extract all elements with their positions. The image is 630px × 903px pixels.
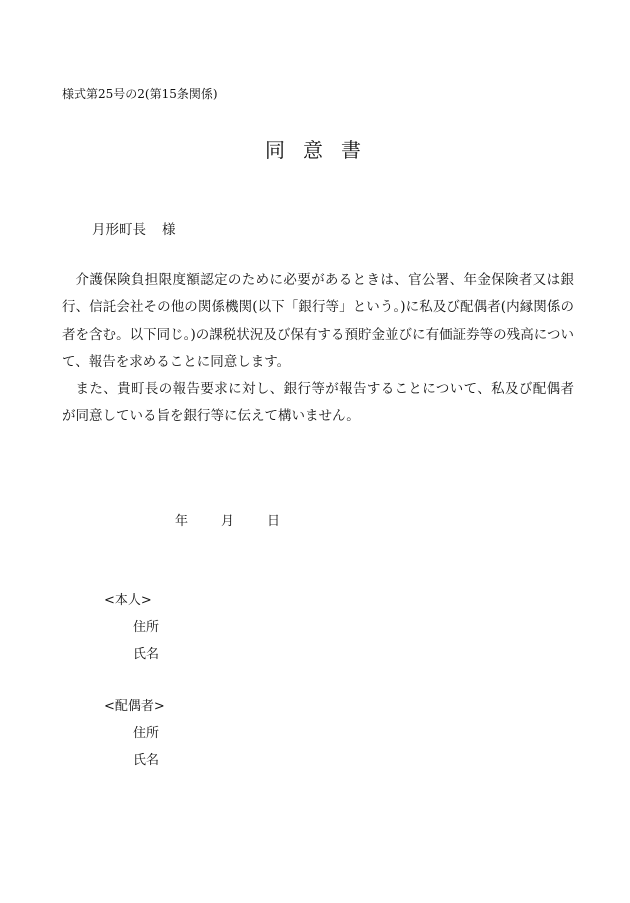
- self-name-label: 氏名: [133, 647, 160, 662]
- consent-body: [62, 267, 574, 431]
- date-line: [175, 510, 280, 529]
- self-section-label: <本人>: [104, 593, 152, 608]
- spouse-section-label: <配偶者>: [104, 699, 165, 714]
- addressee-honorific: 様: [162, 222, 176, 238]
- consent-paragraph-1: 介護保険負担限度額認定のために必要があるときは、官公署、年金保険者又は銀行、信託会社その他の関係機関(以下「銀行等」という。)に私及び配偶者(内縁関係の者を含む。以下同じ。)の課税状況及び保有する預貯金並びに有価証券等の残高について、報告を求めることに同意します。: [62, 272, 574, 370]
- spouse-name-label: 氏名: [133, 753, 160, 768]
- date-day-label: 日: [267, 514, 281, 529]
- spouse-address-label: 住所: [133, 726, 160, 741]
- document-title: 同意書: [265, 138, 379, 162]
- date-year-label: 年: [175, 514, 189, 529]
- consent-paragraph-2: また、貴町長の報告要求に対し、銀行等が報告することについて、私及び配偶者が同意している旨を銀行等に伝えて構いません。: [62, 381, 574, 425]
- date-month-label: 月: [221, 514, 235, 529]
- form-number: 様式第25号の2(第15条関係): [62, 87, 218, 101]
- addressee: [92, 218, 176, 238]
- addressee-name: 月形町長: [92, 222, 146, 238]
- self-address-label: 住所: [133, 620, 160, 635]
